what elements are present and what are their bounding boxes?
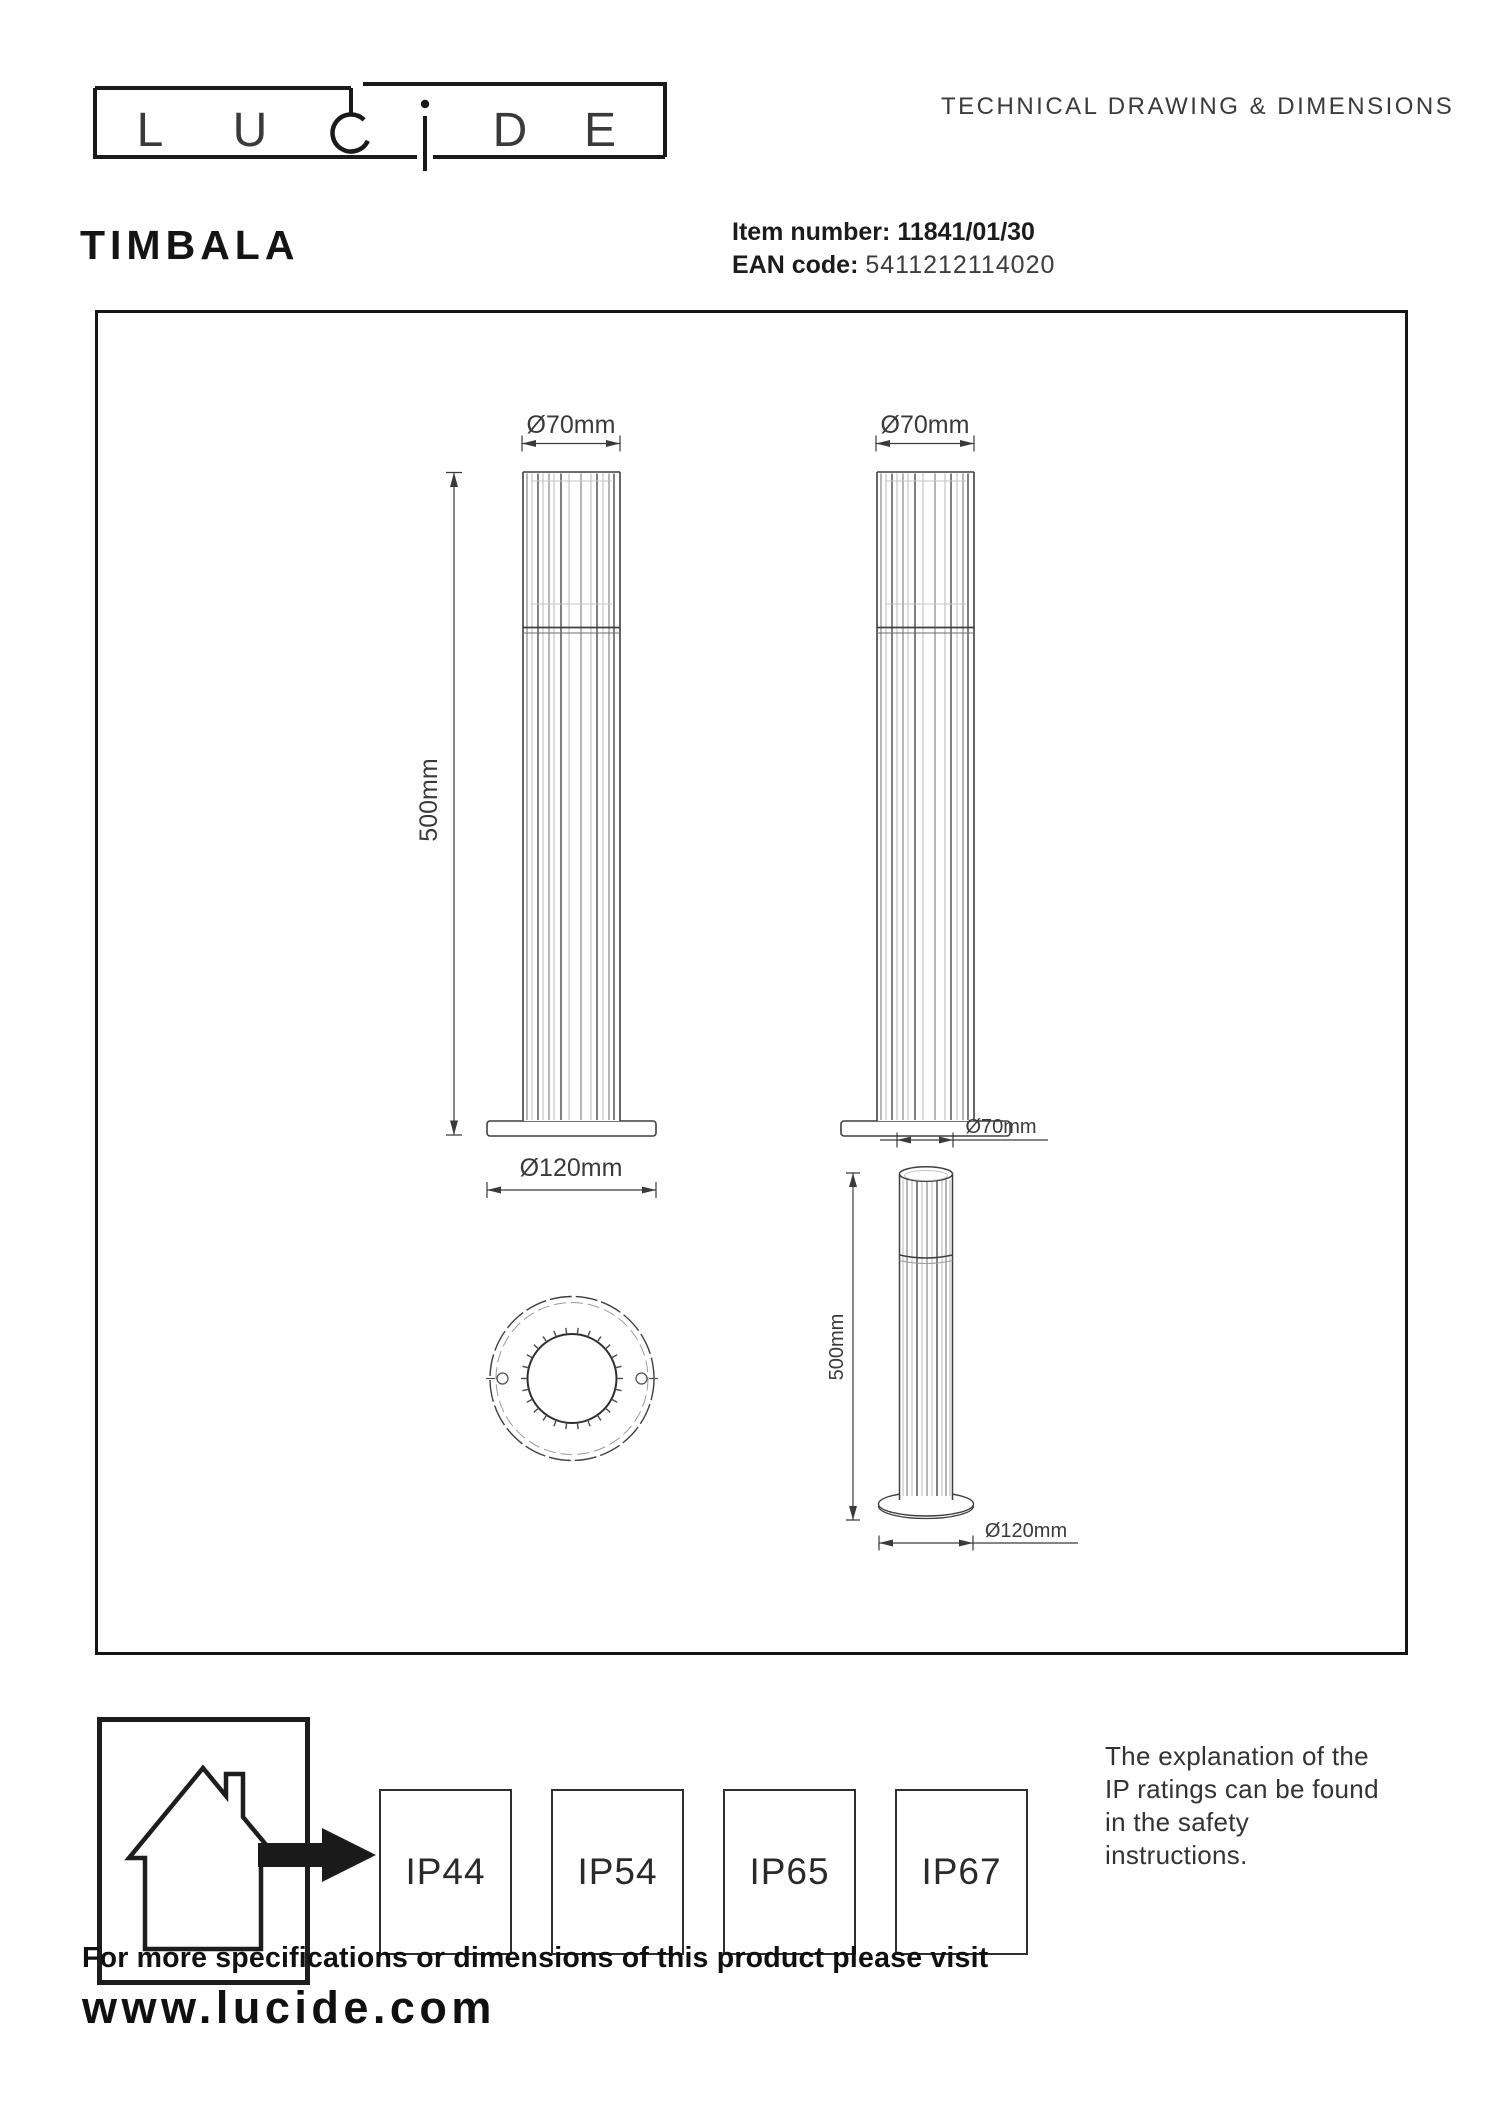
front-view-1 [415, 411, 656, 1198]
logo-letter-d: D [492, 104, 528, 157]
top-view-base-outer-circle [490, 1297, 654, 1461]
ip-note-line: instructions. [1105, 1840, 1248, 1870]
front1-top-diameter-label: Ø70mm [526, 411, 616, 439]
logo-frame [95, 84, 665, 157]
ip-note-line: IP ratings can be found [1105, 1774, 1379, 1804]
item-info-block [732, 216, 1055, 282]
logo-i-dot [421, 100, 429, 108]
drawing-frame-border [97, 312, 1407, 1654]
ip-note-line: in the safety [1105, 1807, 1250, 1837]
ip-note [1105, 1740, 1379, 1872]
technical-drawing-panel [95, 310, 1408, 1655]
side-view [826, 1116, 1078, 1551]
footer-message: For more specifications or dimensions of this product please visit [82, 1942, 989, 1974]
top-view-screw-hole-right [636, 1373, 647, 1384]
ip-note-line: The explanation of the [1105, 1741, 1369, 1771]
website-link[interactable]: www.lucide.com [82, 1982, 496, 2033]
front-view-2 [841, 411, 1010, 1136]
top-view-rib-teeth [521, 1328, 623, 1429]
top-view [486, 1297, 658, 1461]
side-height-label: 500mm [826, 1313, 848, 1381]
ip-rating-badge-ip44: IP44 [379, 1789, 512, 1955]
item-number-label: Item number: [732, 218, 891, 246]
side-base-diameter-label: Ø120mm [984, 1520, 1068, 1542]
lucide-logo [93, 76, 673, 176]
item-number-value: 11841/01/30 [897, 218, 1035, 246]
top-view-column-circle [528, 1334, 617, 1423]
ean-value: 5411212114020 [865, 251, 1056, 279]
logo-letter-e: E [583, 104, 617, 157]
top-view-screw-hole-left [497, 1373, 508, 1384]
ip-rating-badge-ip67: IP67 [895, 1789, 1028, 1955]
ean-line [732, 249, 1055, 282]
product-name: TIMBALA [80, 222, 300, 268]
logo-letter-l: L [136, 104, 164, 157]
item-number-line [732, 216, 1055, 249]
ean-label: EAN code: [732, 251, 859, 279]
front1-base-plate [487, 1121, 656, 1136]
front1-dim-height [446, 473, 462, 1136]
front1-base-diameter-label: Ø120mm [519, 1154, 623, 1182]
side-dim-height [846, 1173, 860, 1520]
ip-rating-badge-ip65: IP65 [723, 1789, 856, 1955]
logo-pendant-c [333, 114, 368, 151]
logo-letters [137, 104, 616, 157]
front2-top-diameter-label: Ø70mm [880, 411, 970, 439]
front1-height-label: 500mm [415, 758, 443, 842]
logo-letter-u: U [232, 104, 268, 157]
doc-title: TECHNICAL DRAWING & DIMENSIONS [941, 93, 1455, 120]
side-top-ellipse [900, 1167, 953, 1181]
front1-dim-base [487, 1182, 656, 1198]
ip-rating-badge-ip54: IP54 [551, 1789, 684, 1955]
side-top-diameter-label: Ø70mm [965, 1116, 1037, 1138]
top-view-base-inner-circle [496, 1303, 648, 1455]
